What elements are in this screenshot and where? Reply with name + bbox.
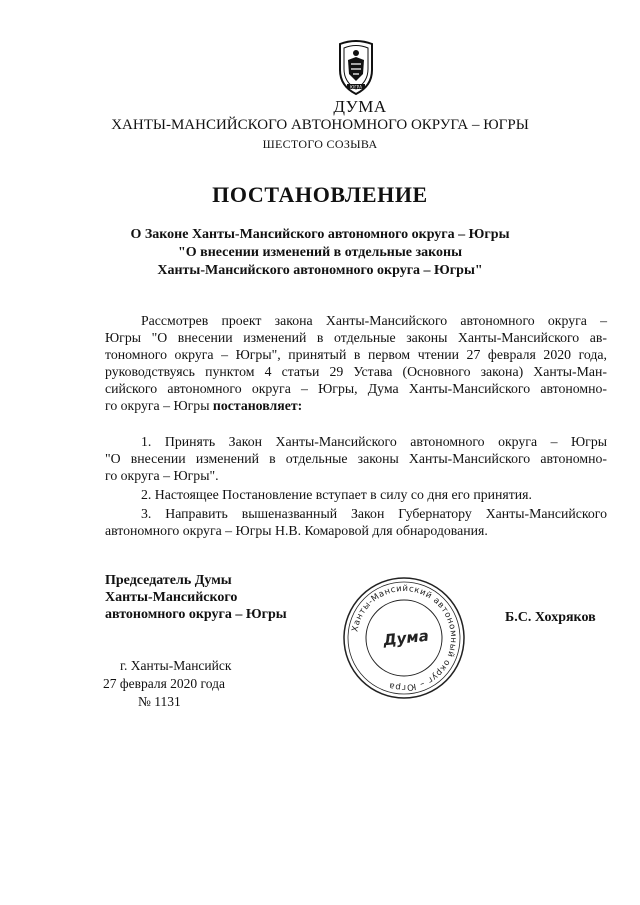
item-1-line: го округа – Югры". — [105, 468, 219, 483]
subject-line: О Законе Ханты-Мансийского автономного округа – Югры — [130, 227, 510, 242]
stamp-center-text: Дума — [382, 626, 430, 650]
document-number: № 1131 — [138, 694, 181, 709]
item-1-line: 1. Принять Закон Ханты-Мансийского автономного округа – Югры — [141, 434, 607, 449]
preamble-line: сийского автономного округа – Югры, Дума Ханты-Мансийского автономно- — [105, 381, 607, 396]
stamp-ring-text: Ханты-Мансийский автономный округ – Югра — [350, 583, 459, 693]
subject-line: "О внесении изменений в отдельные законы — [177, 245, 463, 260]
preamble-line — [105, 397, 607, 414]
signer-title-line: Председатель Думы — [105, 573, 232, 588]
item-3-line: автономного округа – Югры Н.В. Комаровой для обнародования. — [105, 523, 488, 538]
preamble-line: тономного округа – Югры", принятый в первом чтении 27 февраля 2020 года, — [105, 347, 607, 362]
svg-text:ЮГРА: ЮГРА — [350, 84, 362, 90]
subject-line: Ханты-Мансийского автономного округа – Югры" — [157, 263, 483, 278]
preamble-line: руководствуясь пунктом 4 статьи 29 Устава (Основного закона) Ханты-Ман- — [105, 364, 607, 379]
item-1-line: "О внесении изменений в отдельные законы Ханты-Мансийского автономно- — [105, 451, 607, 466]
signer-name: Б.С. Хохряков — [505, 610, 596, 625]
city: г. Ханты-Мансийск — [120, 658, 232, 673]
region-name: ХАНТЫ-МАНСИЙСКОГО АВТОНОМНОГО ОКРУГА – ЮГРЫ — [111, 117, 529, 133]
preamble-line: Рассмотрев проект закона Ханты-Мансийского автономного округа – — [141, 313, 607, 328]
official-stamp — [342, 576, 466, 700]
duma-title: ДУМА — [333, 97, 387, 116]
date: 27 февраля 2020 года — [103, 676, 225, 691]
signer-title-line: Ханты-Мансийского — [105, 590, 238, 605]
preamble-text: го округа – Югры — [105, 398, 213, 413]
preamble-line: Югры "О внесении изменений в отдельные законы Ханты-Мансийского ав- — [105, 330, 607, 345]
signer-title-line: автономного округа – Югры — [105, 607, 287, 622]
item-3-line: 3. Направить вышеназванный Закон Губернатору Ханты-Мансийского — [141, 506, 607, 521]
resolves-keyword: постановляет: — [212, 398, 303, 413]
item-2-line: 2. Настоящее Постановление вступает в силу со дня его принятия. — [141, 487, 532, 502]
convocation: ШЕСТОГО СОЗЫВА — [262, 137, 378, 151]
coat-of-arms-icon — [334, 40, 378, 96]
document-type: ПОСТАНОВЛЕНИЕ — [212, 182, 428, 207]
